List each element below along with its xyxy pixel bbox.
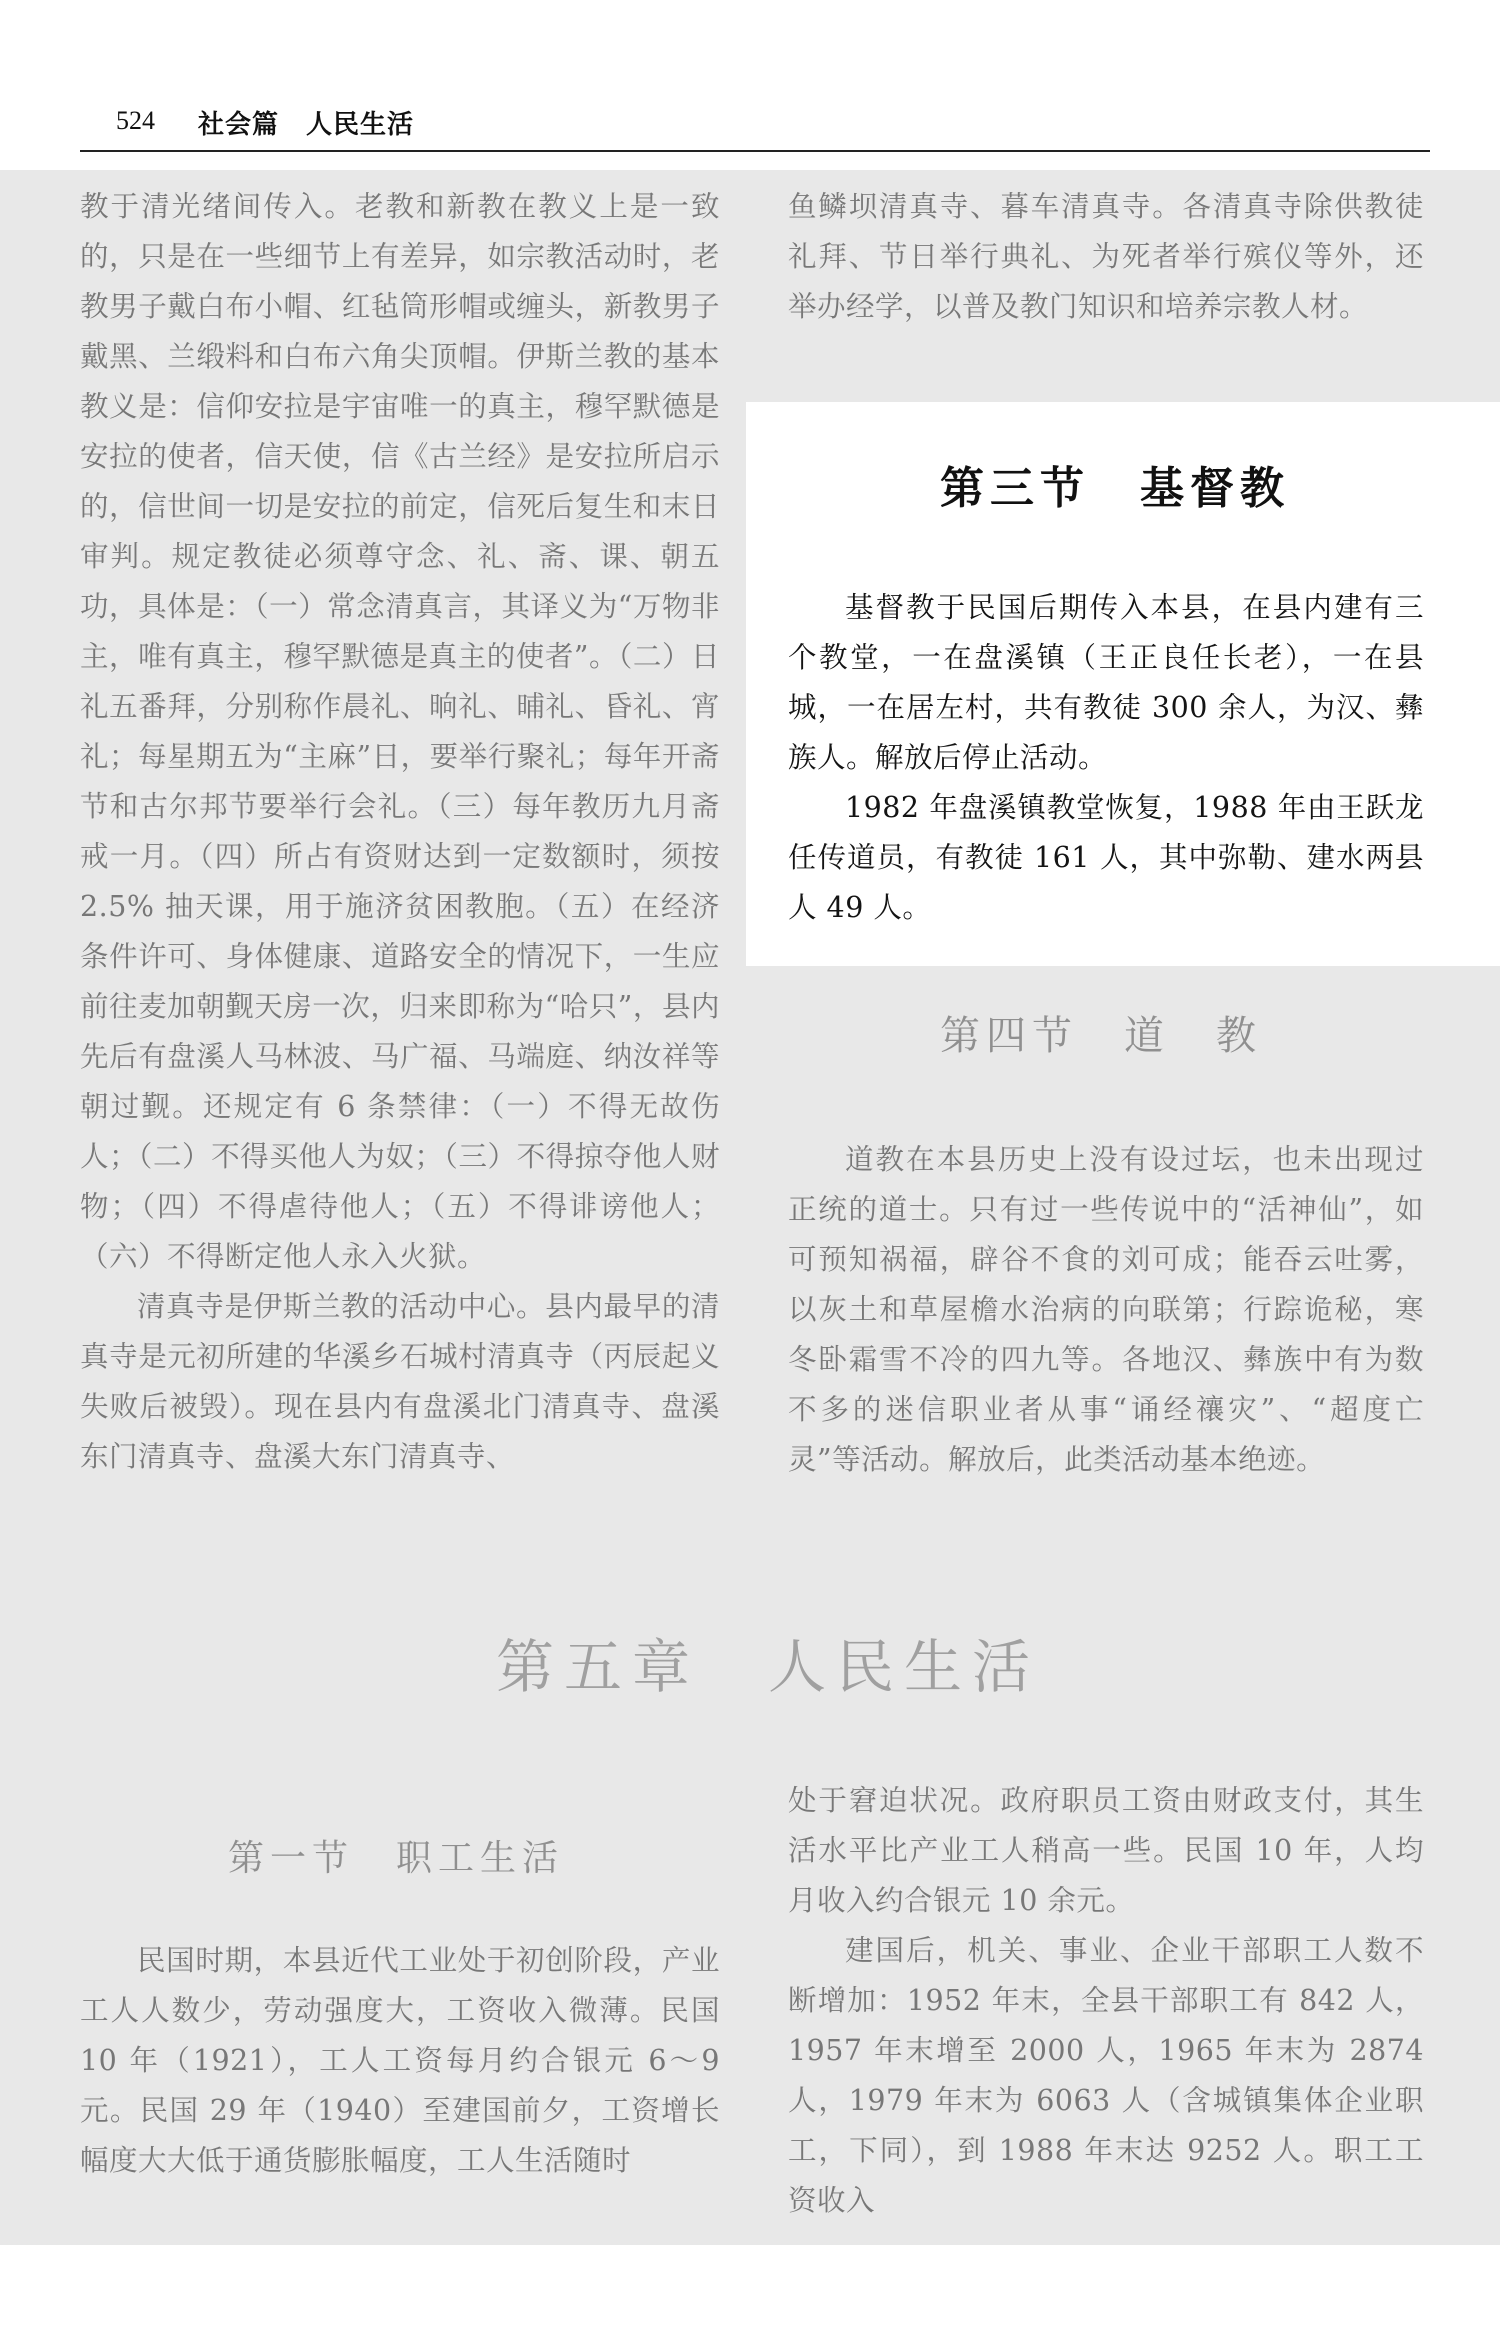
paragraph: 建国后，机关、事业、企业干部职工人数不断增加：1952 年末，全县干部职工有 842 人，1957 年末增至 2000 人，1965 年末为 2874 人，1979 年末为 6063 人（含城镇集体企业职工，下同），到 1988 年末达 9252 人。职工工资收入 [788,1934,1424,2217]
right-column-top [788,182,1424,332]
paragraph: 1982 年盘溪镇教堂恢复，1988 年由王跃龙任传道员，有教徒 161 人，其中弥勒、建水两县人 49 人。 [788,791,1424,924]
paragraph: 道教在本县历史上没有设过坛，也未出现过正统的道士。只有过一些传说中的“活神仙”，如可预知祸福，辟谷不食的刘可成；能吞云吐雾，以灰土和草屋檐水治病的向联第；行踪诡秘，寒冬卧霜雪不冷的四九等。各地汉、彝族中有为数不多的迷信职业者从事“诵经禳灾”、“超度亡灵”等活动。解放后，此类活动基本绝迹。 [788,1143,1424,1476]
running-title: 社会篇 人民生活 [198,110,415,140]
chapter-title: 第五章 人民生活 [496,1633,1041,1701]
paragraph: 清真寺是伊斯兰教的活动中心。县内最早的清真寺是元初所建的华溪乡石城村清真寺（丙辰起义失败后被毁）。现在县内有盘溪北门清真寺、盘溪东门清真寺、盘溪大东门清真寺、 [80,1290,720,1473]
left-column [80,182,720,1482]
paragraph: 处于窘迫状况。政府职员工资由财政支付，其生活水平比产业工人稍高一些。民国 10 年，人均月收入约合银元 10 余元。 [788,1784,1424,1917]
section4-body [788,1135,1424,1485]
header-rule [80,150,1430,152]
section3-body [788,583,1424,933]
paragraph: 基督教于民国后期传入本县，在县内建有三个教堂，一在盘溪镇（王正良任长老），一在县城，一在居左村，共有教徒 300 余人，为汉、彝族人。解放后停止活动。 [788,591,1424,774]
paragraph: 民国时期，本县近代工业处于初创阶段，产业工人人数少，劳动强度大，工资收入微薄。民国 10 年（1921），工人工资每月约合银元 6～9 元。民国 29 年（1940）至建国前夕，工资增长幅度大大低于通货膨胀幅度，工人生活随时 [80,1944,720,2177]
section-title-christianity: 第三节 基督教 [940,463,1290,514]
paragraph: 鱼鳞坝清真寺、暮车清真寺。各清真寺除供教徒礼拜、节日举行典礼、为死者举行殡仪等外，还举办经学，以普及教门知识和培养宗教人材。 [788,190,1424,323]
page-header [80,96,1430,150]
section-title-taoism: 第四节 道 教 [940,1013,1262,1059]
section-title-workers-life: 第一节 职工生活 [228,1838,565,1879]
page-number: 524 [116,106,155,135]
right-column-bottom [788,1776,1424,2226]
paragraph: 教于清光绪间传入。老教和新教在教义上是一致的，只是在一些细节上有差异，如宗教活动时，老教男子戴白布小帽、红毡筒形帽或缠头，新教男子戴黑、兰缎料和白布六角尖顶帽。伊斯兰教的基本教义是：信仰安拉是宇宙唯一的真主，穆罕默德是安拉的使者，信天使，信《古兰经》是安拉所启示的，信世间一切是安拉的前定，信死后复生和末日审判。规定教徒必须尊守念、礼、斋、课、朝五功，具体是：（一）常念清真言，其译义为“万物非主，唯有真主，穆罕默德是真主的使者”。（二）日礼五番拜，分别称作晨礼、晌礼、晡礼、昏礼、宵礼；每星期五为“主麻”日，要举行聚礼；每年开斋节和古尔邦节要举行会礼。（三）每年教历九月斋戒一月。（四）所占有资财达到一定数额时，须按 2.5% 抽天课，用于施济贫困教胞。（五）在经济条件许可、身体健康、道路安全的情况下，一生应前往麦加朝觐天房一次，归来即称为“哈只”，县内先后有盘溪人马林波、马广福、马端庭、纳汝祥等朝过觐。还规定有 6 条禁律：（一）不得无故伤人；（二）不得买他人为奴；（三）不得掠夺他人财物；（四）不得虐待他人；（五）不得诽谤他人；（六）不得断定他人永入火狱。 [80,190,720,1273]
section1-body [80,1936,720,2186]
